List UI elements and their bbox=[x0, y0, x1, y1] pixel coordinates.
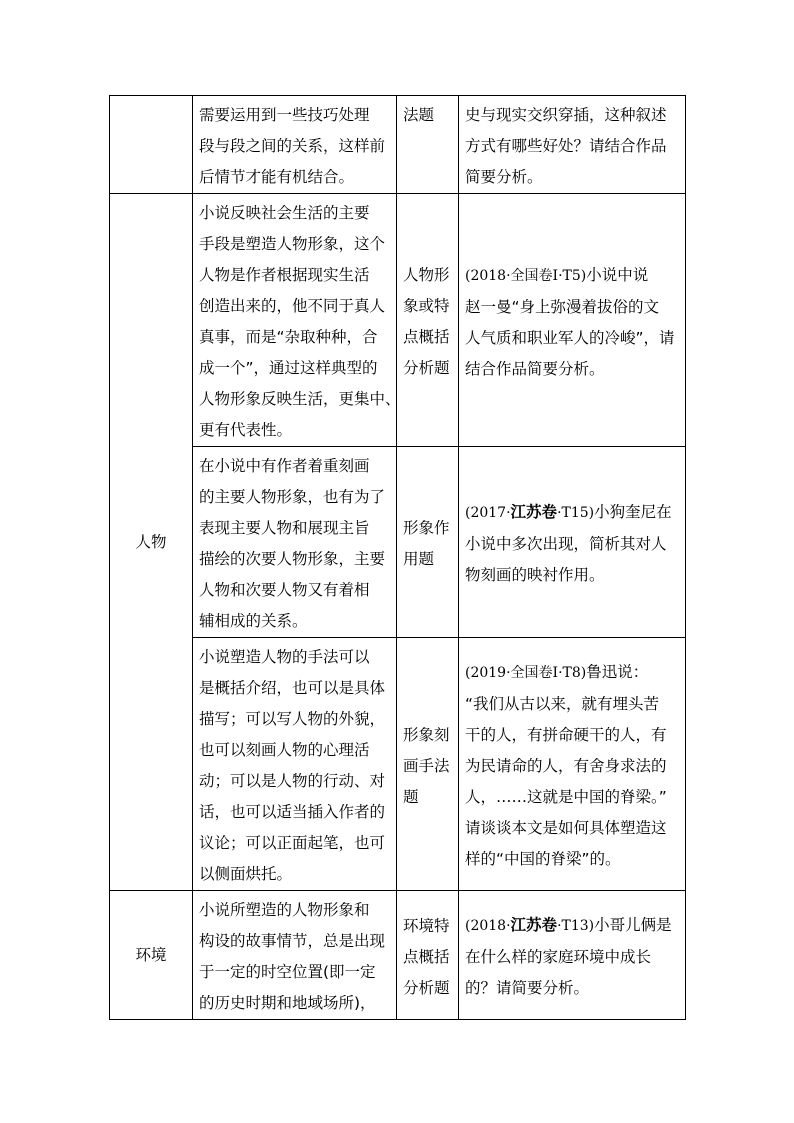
example-question-cell: (2018·江苏卷·T13)小哥儿俩是 在什么样的家庭环境中成长 的？请简要分析。 bbox=[459, 891, 686, 1020]
table-row bbox=[110, 96, 686, 194]
question-type-cell: 环境特 点概括 分析题 bbox=[397, 891, 459, 1020]
category-cell-environment: 环境 bbox=[110, 891, 193, 1020]
table-row bbox=[110, 194, 686, 447]
question-type-cell: 形象刻 画手法 题 bbox=[397, 638, 459, 891]
table-row bbox=[110, 638, 686, 891]
question-type-cell: 形象作 用题 bbox=[397, 447, 459, 638]
description-cell: 小说所塑造的人物形象和 构设的故事情节，总是出现 于一定的时空位置(即一定 的历史时期和地域场所)， bbox=[193, 891, 397, 1020]
example-question-cell: (2017·江苏卷·T15)小狗奎尼在 小说中多次出现，简析其对人 物刻画的映衬作用。 bbox=[459, 447, 686, 638]
category-cell bbox=[110, 96, 193, 194]
content-table bbox=[109, 95, 686, 1020]
category-cell-character: 人物 bbox=[110, 194, 193, 891]
question-type-cell: 法题 bbox=[397, 96, 459, 194]
description-cell: 小说塑造人物的手法可以 是概括介绍，也可以是具体 描写；可以写人物的外貌， 也可以刻画人物的心理活 动；可以是人物的行动、对 话，也可以适当插入作者的 议论；可以正面起笔，也可 以侧面烘托。 bbox=[193, 638, 397, 891]
description-cell: 需要运用到一些技巧处理 段与段之间的关系，这样前 后情节才能有机结合。 bbox=[193, 96, 397, 194]
description-cell: 在小说中有作者着重刻画 的主要人物形象，也有为了 表现主要人物和展现主旨 描绘的次要人物形象，主要 人物和次要人物又有着相 辅相成的关系。 bbox=[193, 447, 397, 638]
example-question-cell: (2019·全国卷Ⅰ·T8)鲁迅说： “我们从古以来，就有埋头苦 干的人，有拼命硬干的人，有 为民请命的人，有舍身求法的 人，……这就是中国的脊梁。” 请谈谈本文是如何具体塑造这 样的“中国的脊梁”的。 bbox=[459, 638, 686, 891]
description-cell: 小说反映社会生活的主要 手段是塑造人物形象，这个 人物是作者根据现实生活 创造出来的，他不同于真人 真事，而是“杂取种种，合 成一个”，通过这样典型的 人物形象反映生活，更集中、 更有代表性。 bbox=[193, 194, 397, 447]
example-question-cell: (2018·全国卷Ⅰ·T5)小说中说 赵一曼“身上弥漫着拔俗的文 人气质和职业军人的冷峻”，请 结合作品简要分析。 bbox=[459, 194, 686, 447]
table-row bbox=[110, 891, 686, 1020]
table-row bbox=[110, 447, 686, 638]
question-type-cell: 人物形 象或特 点概括 分析题 bbox=[397, 194, 459, 447]
example-question-cell: 史与现实交织穿插，这种叙述 方式有哪些好处？请结合作品 简要分析。 bbox=[459, 96, 686, 194]
